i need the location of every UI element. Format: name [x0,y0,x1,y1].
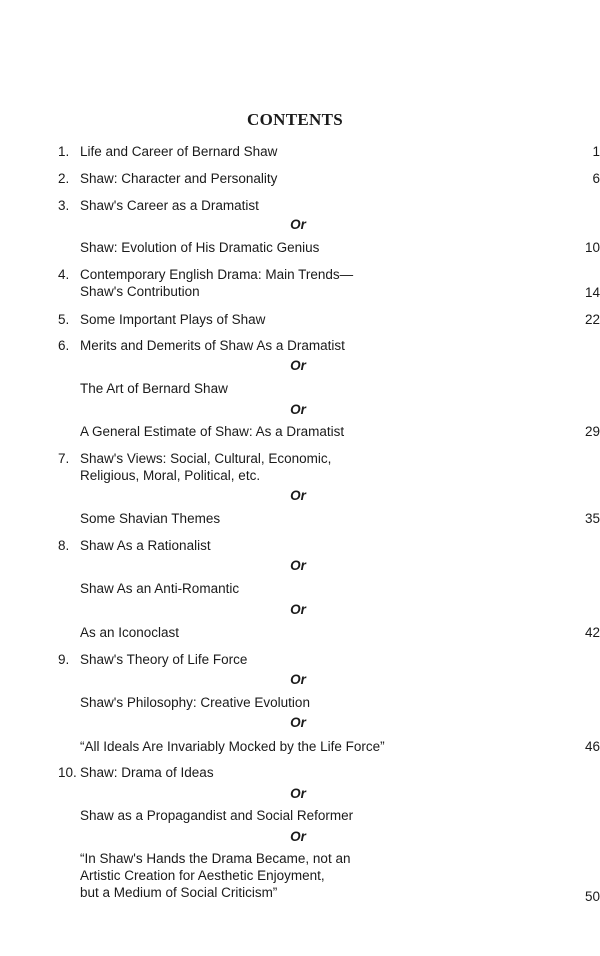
or-separator: Or [290,217,306,232]
page-number: 1 [592,144,600,159]
page-number: 29 [584,424,600,439]
or-separator: Or [290,786,306,801]
or-separator: Or [290,402,306,417]
entry-number: 7. [58,451,70,466]
entry-number: 10. [58,765,77,780]
or-separator: Or [290,715,306,730]
entry-title: Life and Career of Bernard Shaw [80,144,278,159]
entry-title: As an Iconoclast [80,625,180,640]
entry-title: Shaw As an Anti-Romantic [80,581,240,596]
or-separator: Or [290,358,306,373]
entry-number: 3. [58,198,70,213]
entry-number: 5. [58,312,70,327]
or-separator: Or [290,672,306,687]
page-number: 35 [584,511,600,526]
entry-number: 8. [58,538,70,553]
page-number: 6 [592,171,600,186]
page-number: 42 [584,625,600,640]
entry-title: “In Shaw's Hands the Drama Became, not an Artistic Creation for Aesthetic Enjoyment, but a Medium of Social Criticism” [80,851,351,900]
entry-title: A General Estimate of Shaw: As a Dramatist [80,424,345,439]
entry-title: “All Ideals Are Invariably Mocked by the Life Force” [80,739,385,754]
entry-number: 4. [58,267,70,282]
entry-number: 1. [58,144,70,159]
entry-title: Shaw: Evolution of His Dramatic Genius [80,240,320,255]
page-number: 14 [584,285,600,300]
entry-title: Shaw: Drama of Ideas [80,765,214,780]
entry-title: Some Important Plays of Shaw [80,312,266,327]
entry-title: Shaw's Theory of Life Force [80,652,248,667]
page-number: 22 [584,312,600,327]
entry-title: Shaw As a Rationalist [80,538,211,553]
entry-title: The Art of Bernard Shaw [80,381,228,396]
page-title: CONTENTS [247,110,343,129]
entry-title: Shaw: Character and Personality [80,171,278,186]
page-number: 46 [584,739,600,754]
entry-number: 9. [58,652,70,667]
or-separator: Or [290,829,306,844]
entry-title: Contemporary English Drama: Main Trends— Shaw's Contribution [80,267,354,299]
or-separator: Or [290,602,306,617]
entry-title: Some Shavian Themes [80,511,221,526]
entry-title: Shaw's Philosophy: Creative Evolution [80,695,310,710]
entry-number: 6. [58,338,70,353]
page-number: 50 [584,889,600,904]
or-separator: Or [290,488,306,503]
entry-title: Merits and Demerits of Shaw As a Dramatist [80,338,345,353]
entry-title: Shaw as a Propagandist and Social Reformer [80,808,354,823]
page-number: 10 [584,240,600,255]
entry-title: Shaw's Career as a Dramatist [80,198,259,213]
entry-number: 2. [58,171,70,186]
or-separator: Or [290,558,306,573]
entry-title: Shaw's Views: Social, Cultural, Economic, Religious, Moral, Political, etc. [80,451,332,483]
